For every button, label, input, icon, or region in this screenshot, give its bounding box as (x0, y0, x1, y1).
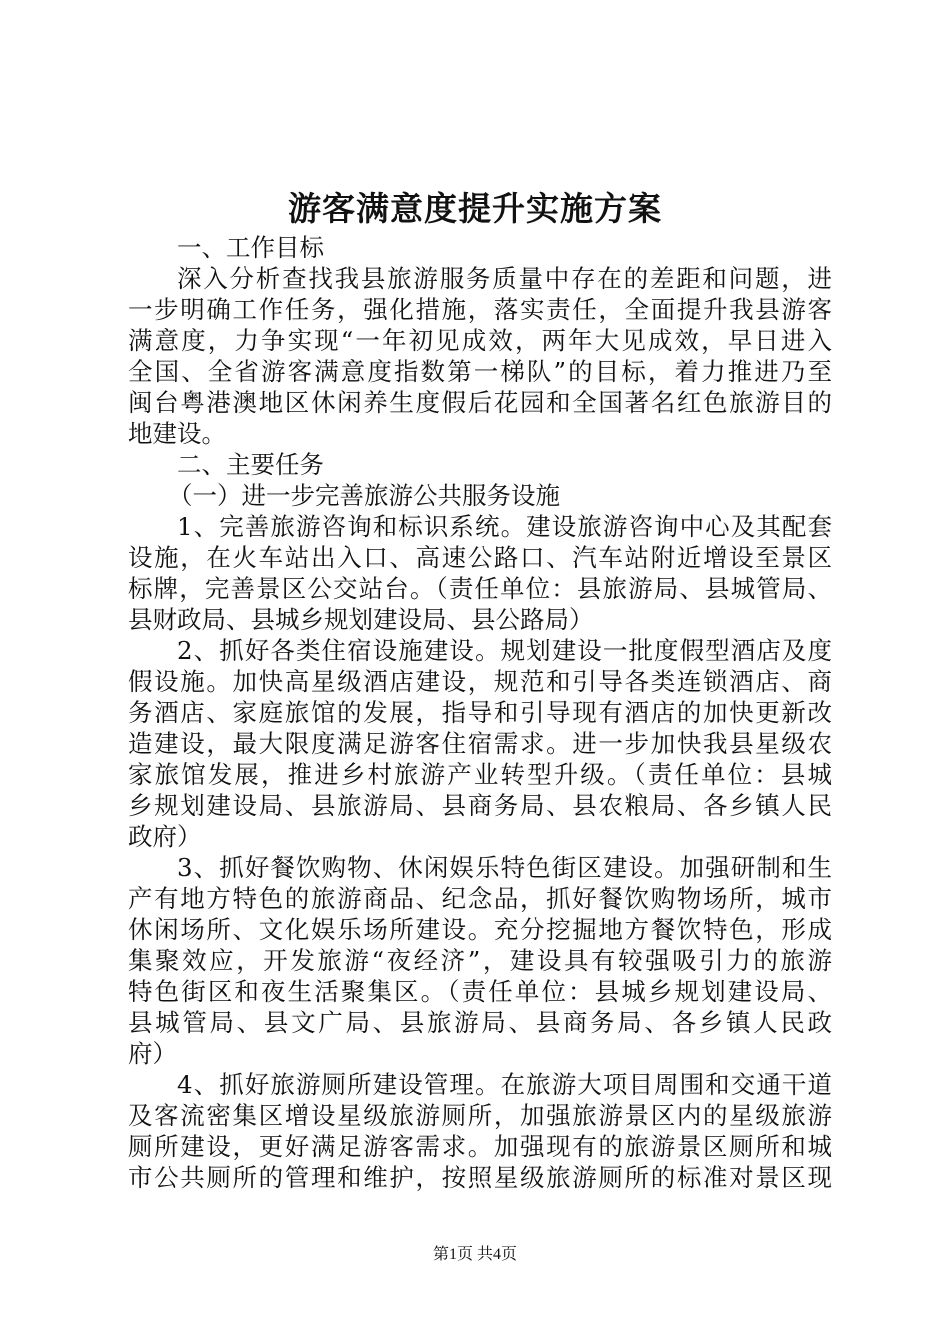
subsection-heading: （一）进一步完善旅游公共服务设施 (168, 481, 560, 510)
paragraph-line: 1、完善旅游咨询和标识系统。建设旅游咨询中心及其配套 (177, 512, 832, 541)
paragraph-line: 市公共厕所的管理和维护，按照星级旅游厕所的标准对景区现 (128, 1163, 832, 1192)
paragraph-line: 3、抓好餐饮购物、休闲娱乐特色街区建设。加强研制和生 (177, 853, 832, 882)
paragraph-line: 全国、全省游客满意度指数第一梯队”的目标，着力推进乃至 (128, 357, 832, 386)
document-title: 游客满意度提升实施方案 (288, 189, 662, 228)
paragraph-line: 特色街区和夜生活聚集区。（责任单位：县城乡规划建设局、 (128, 977, 832, 1006)
paragraph-line: 县城管局、县文广局、县旅游局、县商务局、各乡镇人民政 (128, 1008, 832, 1037)
paragraph-line: 假设施。加快高星级酒店建设，规范和引导各类连锁酒店、商 (128, 667, 832, 696)
paragraph-line: 政府） (128, 822, 202, 851)
paragraph-line: 家旅馆发展，推进乡村旅游产业转型升级。（责任单位：县城 (128, 760, 832, 789)
paragraph-line: 满意度，力争实现“一年初见成效，两年大见成效，早日进入 (128, 326, 832, 355)
paragraph-line: 务酒店、家庭旅馆的发展，指导和引导现有酒店的加快更新改 (128, 698, 832, 727)
page-number-footer: 第1页 共4页 (432, 1246, 517, 1263)
paragraph-line: 产有地方特色的旅游商品、纪念品，抓好餐饮购物场所，城市 (128, 884, 832, 913)
paragraph-line: 4、抓好旅游厕所建设管理。在旅游大项目周围和交通干道 (177, 1070, 832, 1099)
paragraph-line: 地建设。 (128, 419, 226, 448)
section-heading: 一、工作目标 (177, 233, 324, 262)
paragraph-line: 厕所建设，更好满足游客需求。加强现有的旅游景区厕所和城 (128, 1132, 832, 1161)
paragraph-line: 闽台粤港澳地区休闲养生度假后花园和全国著名红色旅游目的 (128, 388, 832, 417)
paragraph-line: 造建设，最大限度满足游客住宿需求。进一步加快我县星级农 (128, 729, 832, 758)
paragraph-line: 休闲场所、文化娱乐场所建设。充分挖掘地方餐饮特色，形成 (128, 915, 832, 944)
paragraph-line: 府） (128, 1039, 177, 1068)
section-heading: 二、主要任务 (177, 450, 324, 479)
paragraph-line: 深入分析查找我县旅游服务质量中存在的差距和问题，进 (177, 264, 832, 293)
paragraph-line: 集聚效应，开发旅游“夜经济”，建设具有较强吸引力的旅游 (128, 946, 832, 975)
paragraph-line: 设施，在火车站出入口、高速公路口、汽车站附近增设至景区 (128, 543, 832, 572)
document-body (128, 232, 832, 1193)
paragraph-line: 及客流密集区增设星级旅游厕所，加强旅游景区内的星级旅游 (128, 1101, 832, 1130)
paragraph-line: 一步明确工作任务，强化措施，落实责任，全面提升我县游客 (128, 295, 832, 324)
paragraph-line: 县财政局、县城乡规划建设局、县公路局） (128, 605, 594, 634)
paragraph-line: 2、抓好各类住宿设施建设。规划建设一批度假型酒店及度 (177, 636, 832, 665)
paragraph-line: 乡规划建设局、县旅游局、县商务局、县农粮局、各乡镇人民 (128, 791, 832, 820)
paragraph-line: 标牌，完善景区公交站台。（责任单位：县旅游局、县城管局、 (128, 574, 832, 603)
